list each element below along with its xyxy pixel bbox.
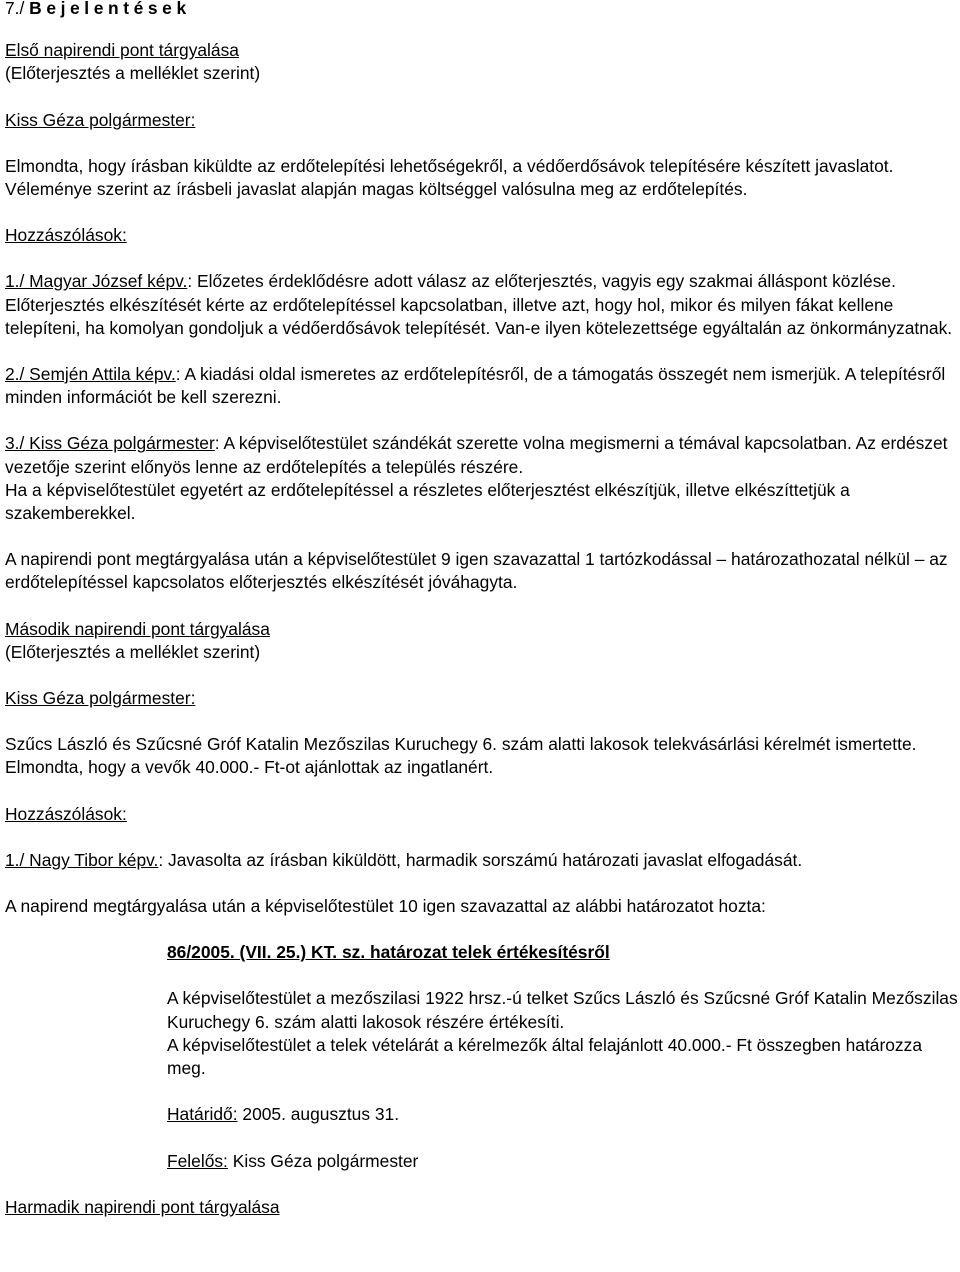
item1-subtitle: (Előterjesztés a melléklet szerint) [5, 63, 261, 84]
item1-speaker: Kiss Géza polgármester: [5, 109, 196, 130]
responsible-label: Felelős: [167, 1150, 228, 1171]
item2-title: Második napirendi pont tárgyalása [5, 618, 270, 639]
comment-text: : Előzetes érdeklődésre adott válasz az előterjesztés, vagyis egy szakmai álláspont közlése. Előterjesztés elkészítését kérte az erdőtelepítéssel kapcsolatban, illetve azt, hogy hol, mikor és milyen fákat kellene telepíteni, ha komolyan gondoljuk a védőerdősávok telepítését. Van-e ilyen kötelezettsége egyáltalán az önkormányzatnak. [5, 271, 953, 338]
comment-text: : A képviselőtestület szándékát szerette volna megismerni a témával kapcsolatban. Az erdészet vezetője szerint előnyös lenne az erdőtelepítés a település részére. [5, 433, 948, 477]
item1-comment-3 [5, 432, 960, 478]
item1-title: Első napirendi pont tárgyalása [5, 40, 239, 61]
resolution-title: 86/2005. (VII. 25.) KT. sz. határozat telek értékesítésről [167, 942, 610, 963]
comment-speaker: 1./ Nagy Tibor képv. [5, 849, 159, 870]
comment-text: : Javasolta az írásban kiküldött, harmadik sorszámú határozati javaslat elfogadását. [158, 849, 803, 870]
section-title: Bejelentések [29, 0, 191, 18]
comment-text: : A kiadási oldal ismeretes az erdőtelepítésről, de a támogatás összegét nem ismerjük. A telepítésről minden információt be kell szerezni. [5, 364, 946, 408]
comment-speaker: 3./ Kiss Géza polgármester [5, 433, 215, 454]
item1-decision: A napirendi pont megtárgyalása után a képviselőtestület 9 igen szavazattal 1 tartózkodással – határozathozatal nélkül – az erdőtelepítéssel kapcsolatos előterjesztés elkészítését jóváhagyta. [5, 549, 948, 593]
responsible-value: Kiss Géza polgármester [227, 1150, 419, 1171]
item1-comments-label: Hozzászólások: [5, 225, 127, 246]
item2-comment-1 [5, 849, 960, 872]
deadline-label: Határidő: [167, 1104, 238, 1125]
document-page [5, 0, 960, 1219]
section-heading [5, 0, 960, 20]
resolution-responsible [167, 1150, 960, 1173]
item1-speech: Elmondta, hogy írásban kiküldte az erdőtelepítési lehetőségekről, a védőerdősávok telepítésére készített javaslatot. Véleménye szerint az írásbeli javaslat alapján magas költséggel valósulna meg az erdőtelepítés. [5, 155, 894, 200]
item2-comments-label: Hozzászólások: [5, 803, 127, 824]
item3-title: Harmadik napirendi pont tárgyalása [5, 1196, 280, 1217]
resolution-deadline [167, 1103, 960, 1126]
section-number: 7./ [5, 0, 30, 18]
deadline-value: 2005. augusztus 31. [237, 1104, 400, 1125]
resolution-text-a: A képviselőtestület a mezőszilasi 1922 hrsz.-ú telket Szűcs László és Szűcsné Gróf Katalin Mezőszilas Kuruchegy 6. szám alatti lakosok részére értékesíti. [167, 988, 958, 1032]
item1-comment-3-cont: Ha a képviselőtestület egyetért az erdőtelepítéssel a részletes előterjesztést elkészítjük, illetve elkészíttetjük a szakemberekkel. [5, 479, 850, 524]
item2-subtitle: (Előterjesztés a melléklet szerint) [5, 641, 261, 662]
item2-speaker: Kiss Géza polgármester: [5, 688, 196, 709]
resolution-text-b: A képviselőtestület a telek vételárát a kérelmezők által felajánlott 40.000.- Ft összegben határozza meg. [167, 1034, 922, 1079]
item2-decision: A napirend megtárgyalása után a képviselőtestület 10 igen szavazattal az alábbi határozatot hozta: [5, 896, 766, 917]
item1-comment-1 [5, 270, 960, 340]
resolution-block [167, 941, 960, 1172]
comment-speaker: 1./ Magyar József képv. [5, 271, 188, 292]
item2-speech: Szűcs László és Szűcsné Gróf Katalin Mezőszilas Kuruchegy 6. szám alatti lakosok telekvásárlási kérelmét ismertette. Elmondta, hogy a vevők 40.000.- Ft-ot ajánlottak az ingatlanért. [5, 734, 917, 778]
item1-comment-2 [5, 363, 960, 409]
comment-speaker: 2./ Semjén Attila képv. [5, 364, 176, 385]
